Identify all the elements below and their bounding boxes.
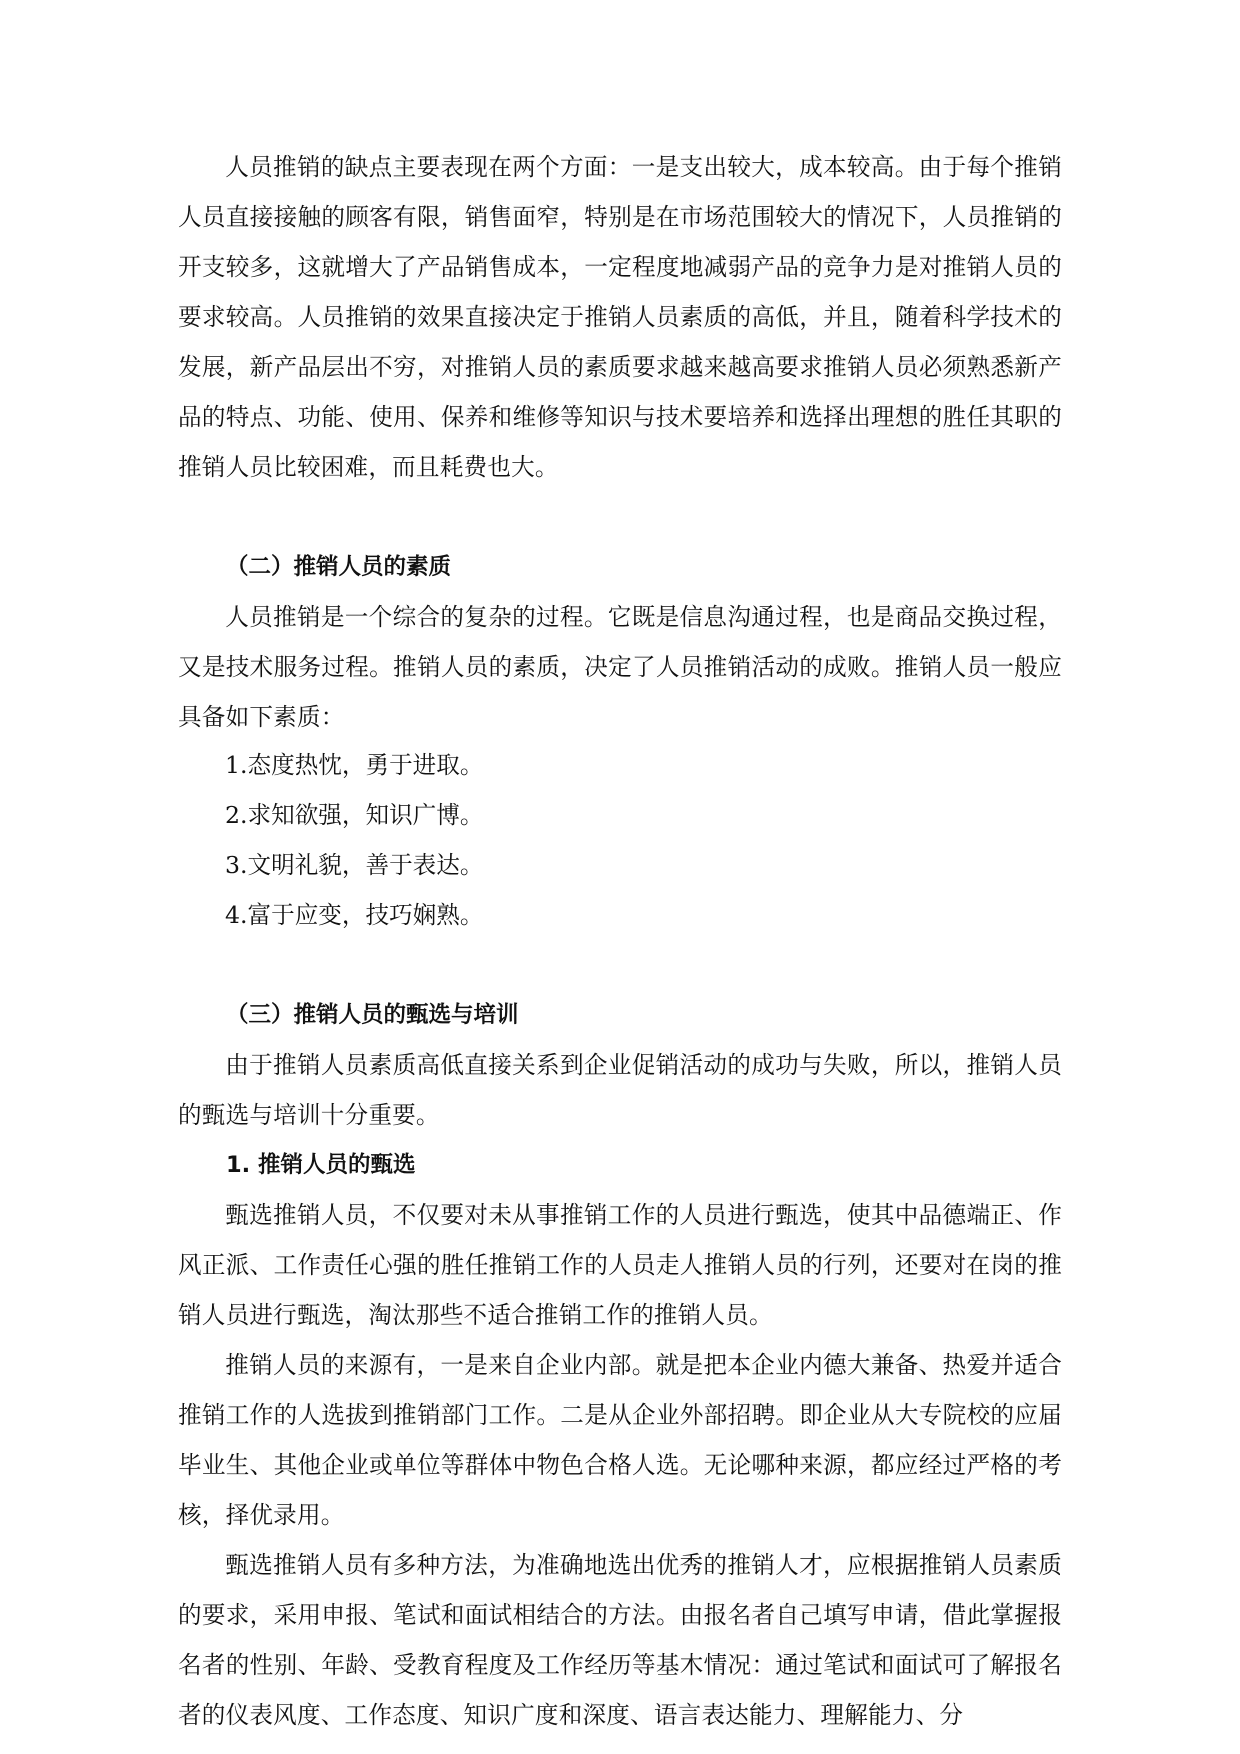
document-body <box>178 142 1062 1740</box>
paragraph-disadvantages: 人员推销的缺点主要表现在两个方面：一是支出较大，成本较高。由于每个推销人员直接接触的顾客有限，销售面窄，特别是在市场范围较大的情况下，人员推销的开支较多，这就增大了产品销售成本，一定程度地减弱产品的竞争力是对推销人员的要求较高。人员推销的效果直接决定于推销人员素质的高低，并且，随着科学技术的发展，新产品层出不穷，对推销人员的素质要求越来越高要求推销人员必须熟悉新产品的特点、功能、使用、保养和维修等知识与技术要培养和选择出理想的胜任其职的推销人员比较困难，而且耗费也大。 <box>178 153 1062 481</box>
subsection-heading-selection: 1. 推销人员的甄选 <box>226 1152 416 1178</box>
section-heading-qualities: （二）推销人员的素质 <box>226 554 452 580</box>
paragraph-selection-scope: 甄选推销人员，不仅要对未从事推销工作的人员进行甄选，使其中品德端正、作风正派、工作责任心强的胜任推销工作的人员走人推销人员的行列，还要对在岗的推销人员进行甄选，淘汰那些不适合推销工作的推销人员。 <box>178 1201 1062 1329</box>
paragraph-selection-sources: 推销人员的来源有，一是来自企业内部。就是把本企业内德大兼备、热爱并适合推销工作的人选拔到推销部门工作。二是从企业外部招聘。即企业从大专院校的应届毕业生、其他企业或单位等群体中物色合格人选。无论哪种来源，都应经过严格的考核，择优录用。 <box>178 1351 1062 1529</box>
section-spacer <box>178 492 1062 542</box>
section-spacer <box>178 940 1062 990</box>
list-item: 1.态度热忱，勇于进取。 <box>225 751 484 779</box>
list-item: 3.文明礼貌，善于表达。 <box>225 851 484 879</box>
paragraph-qualities-intro: 人员推销是一个综合的复杂的过程。它既是信息沟通过程，也是商品交换过程，又是技术服务过程。推销人员的素质，决定了人员推销活动的成败。推销人员一般应具备如下素质： <box>178 603 1062 731</box>
section-heading-selection-training: （三）推销人员的甄选与培训 <box>226 1002 519 1028</box>
list-item: 2.求知欲强，知识广博。 <box>225 801 484 829</box>
paragraph-selection-importance: 由于推销人员素质高低直接关系到企业促销活动的成功与失败，所以，推销人员的甄选与培训十分重要。 <box>178 1051 1062 1129</box>
paragraph-selection-methods: 甄选推销人员有多种方法，为准确地选出优秀的推销人才，应根据推销人员素质的要求，采用申报、笔试和面试相结合的方法。由报名者自己填写申请，借此掌握报名者的性别、年龄、受教育程度及工作经历等基木情况：通过笔试和面试可了解报名者的仪表风度、工作态度、知识广度和深度、语言表达能力、理解能力、分 <box>178 1551 1062 1729</box>
list-item: 4.富于应变，技巧娴熟。 <box>225 901 484 929</box>
